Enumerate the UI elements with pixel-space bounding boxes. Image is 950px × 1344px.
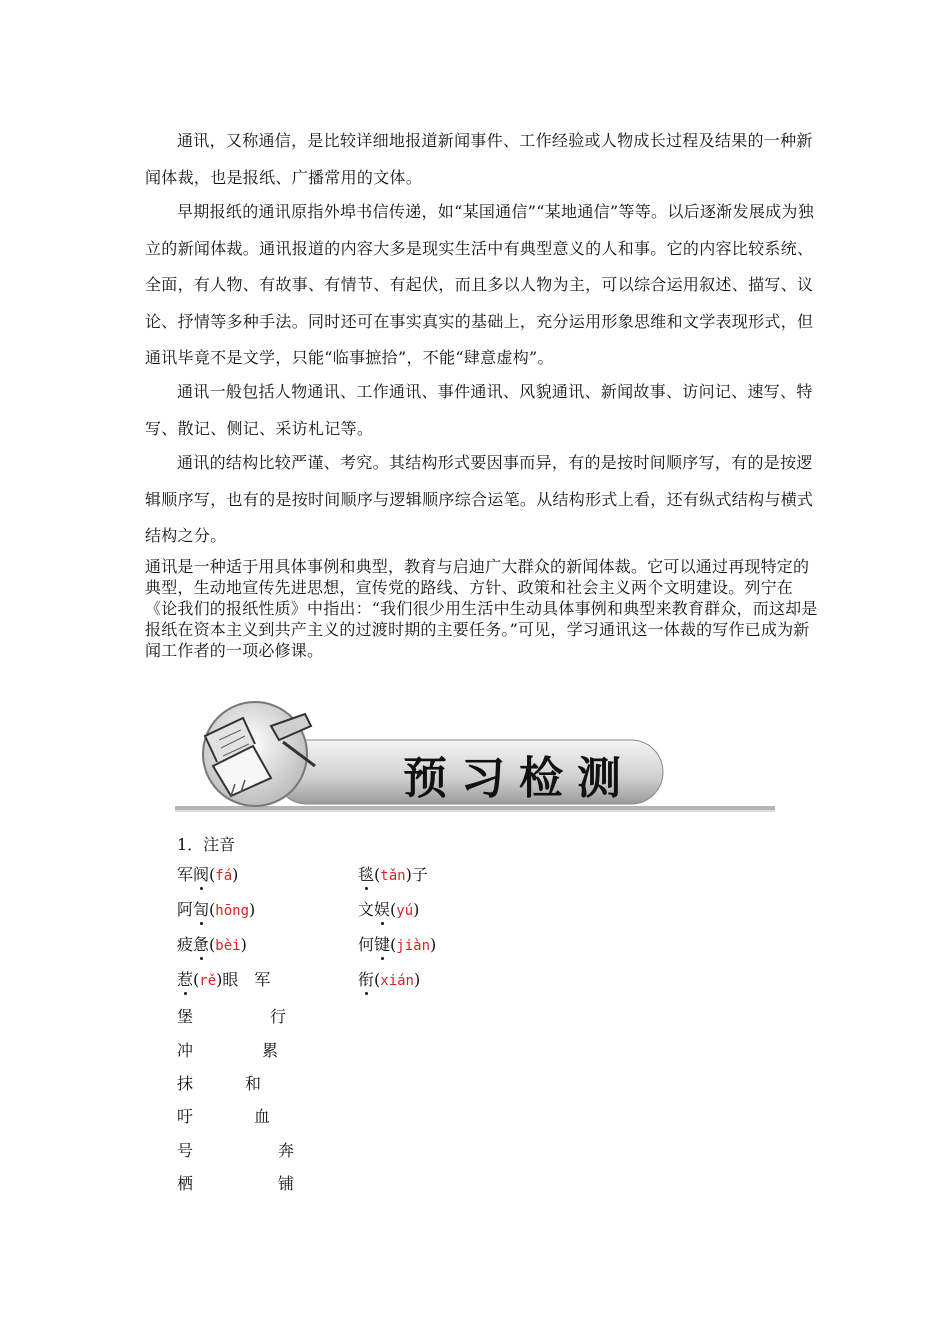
pair-char-right: 铺: [278, 1174, 295, 1193]
pair-char-right: 和: [245, 1074, 262, 1093]
close-paren: ): [216, 970, 223, 989]
pair-char-left: 栖: [177, 1174, 194, 1193]
annotated-char: 訇: [193, 900, 210, 919]
pinyin: tǎn: [380, 868, 406, 884]
open-paren: (: [374, 865, 381, 884]
annotated-char: 惹: [177, 970, 194, 989]
open-paren: (: [390, 900, 397, 919]
intro-paragraph-2: 早期报纸的通讯原指外埠书信传递，如“某国通信”“某地通信”等等。以后逐渐发展成为独立的新闻体裁。通讯报道的内容大多是现实生活中有典型意义的人和事。它的内容比较系统、全面，有人物、有故事、有情节、有起伏，而且多以人物为主，可以综合运用叙述、描写、议论、抒情等多种手法。同时还可在事实真实的基础上，充分运用形象思维和文学表现形式，但通讯毕竟不是文学，只能“临事摭拾”，不能“肆意虚构”。: [145, 202, 815, 367]
intro-paragraph-1: 通讯，又称通信，是比较详细地报道新闻事件、工作经验或人物成长过程及结果的一种新闻体裁，也是报纸、广播常用的文体。: [145, 131, 813, 187]
close-paren: ): [430, 935, 437, 954]
summary-paragraph: 通讯是一种适于用具体事例和典型，教育与启迪广大群众的新闻体裁。它可以通过再现特定的典型，生动地宣传先进思想，宣传党的路线、方针、政策和社会主义两个文明建设。列宁在《论我们的报纸性质》中指出：“我们很少用生活中生动具体事例和典型来教育群众，而这却是报纸在资本主义到共产主义的过渡时期的主要任务。”可见，学习通讯这一体裁的写作已成为新闻工作者的一项必修课。: [145, 557, 818, 660]
annotated-char: 衔: [358, 970, 375, 989]
pinyin: fá: [215, 868, 233, 884]
pair-char-left: 号: [177, 1141, 194, 1160]
question-title: 1．注音: [177, 835, 236, 854]
annotated-char: 键: [374, 935, 391, 954]
banner-title: 预习检测: [403, 753, 635, 804]
close-paren: ): [405, 865, 412, 884]
pair-char-left: 冲: [177, 1041, 194, 1060]
pair-char-left: 吁: [177, 1107, 194, 1126]
pair-char-right: 累: [262, 1041, 279, 1060]
pinyin-item-left: [177, 934, 247, 957]
open-paren: (: [209, 865, 216, 884]
open-paren: (: [209, 935, 216, 954]
pinyin: bèi: [215, 938, 241, 954]
close-paren: ): [232, 865, 239, 884]
word-suffix: 子: [411, 865, 428, 884]
annotated-char: 惫: [193, 935, 210, 954]
pinyin-item-right: [358, 864, 428, 887]
pinyin-item-right: [358, 934, 436, 957]
word-prefix: 军: [177, 865, 194, 884]
close-paren: ): [249, 900, 256, 919]
intro-paragraph-3: 通讯一般包括人物通讯、工作通讯、事件通讯、风貌通讯、新闻故事、访问记、速写、特写、散记、侧记、采访札记等。: [145, 382, 813, 438]
close-paren: ): [413, 970, 421, 989]
pair-char-right: 奔: [278, 1141, 295, 1160]
pinyin: jiàn: [396, 938, 430, 954]
pair-char-right: 行: [270, 1007, 287, 1026]
preview-test-banner: [175, 696, 775, 814]
pinyin-item-right: [358, 899, 419, 922]
word-prefix: 文: [358, 900, 375, 919]
word-suffix: 眼 军: [222, 970, 271, 989]
close-paren: ): [413, 900, 420, 919]
close-paren: ): [240, 935, 247, 954]
pair-char-left: 抹: [177, 1074, 194, 1093]
word-prefix: 阿: [177, 900, 194, 919]
pinyin: yú: [396, 903, 414, 919]
annotated-char: 毯: [358, 865, 375, 884]
intro-paragraph-4: 通讯的结构比较严谨、考究。其结构形式要因事而异，有的是按时间顺序写，有的是按逻辑顺序写，也有的是按时间顺序与逻辑顺序综合运笔。从结构形式上看，还有纵式结构与横式结构之分。: [145, 453, 814, 545]
pinyin-item-right: [358, 969, 420, 992]
open-paren: (: [193, 970, 200, 989]
open-paren: (: [390, 935, 397, 954]
word-prefix: 何: [358, 935, 375, 954]
open-paren: (: [209, 900, 216, 919]
pinyin: xián: [380, 973, 414, 989]
pinyin-item-left: [177, 864, 238, 887]
pair-char-left: 堡: [177, 1007, 194, 1026]
pair-char-right: 血: [254, 1107, 271, 1126]
annotated-char: 娱: [374, 900, 391, 919]
pinyin-item-left: [177, 969, 270, 992]
pinyin: rě: [199, 973, 217, 989]
annotated-char: 阀: [193, 865, 210, 884]
pinyin: hōng: [215, 903, 249, 919]
word-prefix: 疲: [177, 935, 194, 954]
open-paren: (: [374, 970, 381, 989]
pinyin-item-left: [177, 899, 255, 922]
